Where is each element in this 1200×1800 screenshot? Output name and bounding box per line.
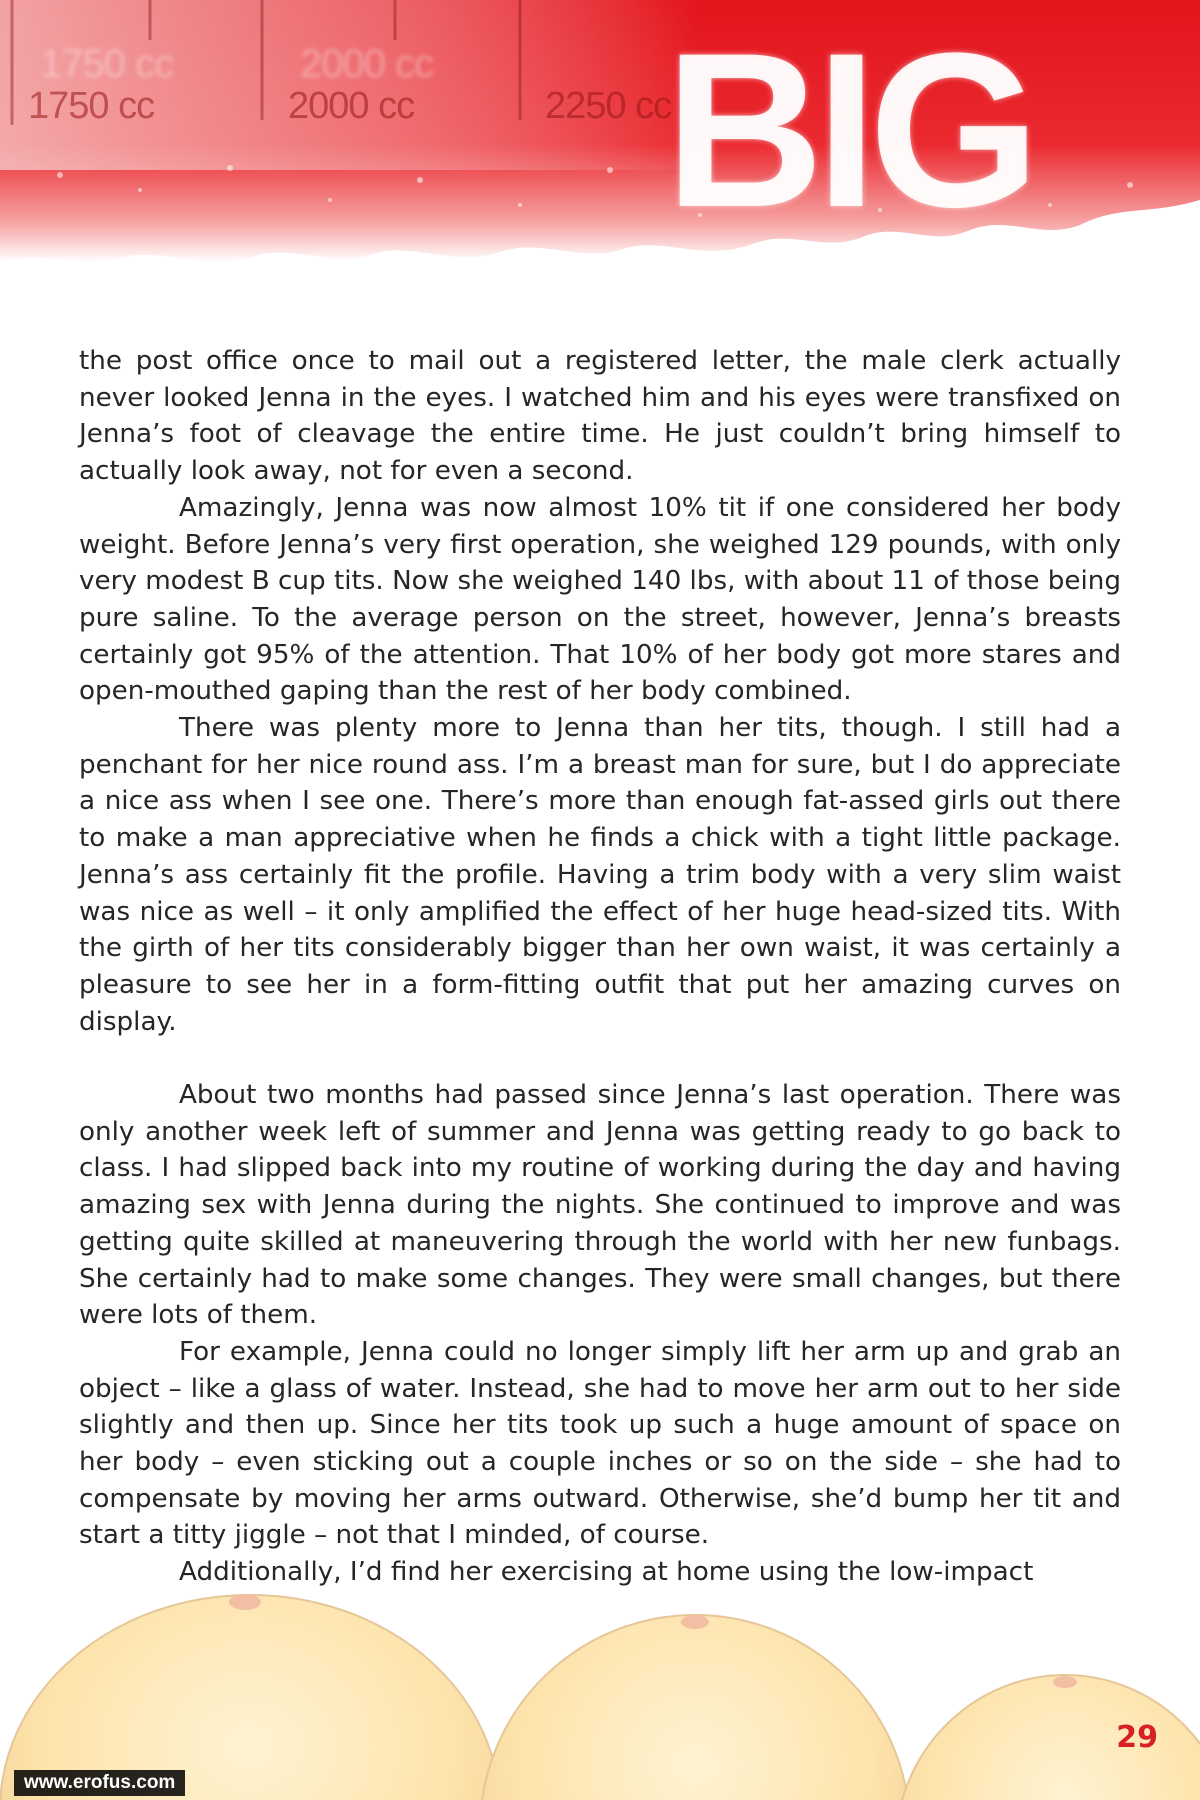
paragraph: There was plenty more to Jenna than her tits, though. I still had a penchant for her nice round ass. I’m a breast man for sure, but I do appreciate a nice ass when I see one. There’s more than enough fat-assed girls out there to make a man appreciative when he finds a chick with a tight little package. Jenna’s ass certainly fit the profile. Having a trim body with a very slim waist was nice as well – it only amplified the effect of her huge head-sized tits. With the girth of her tits considerably bigger than her own waist, it was certainly a pleasure to see her in a form-fitting outfit that put her amazing curves on display.: [79, 713, 1121, 1037]
paragraph: the post office once to mail out a registered letter, the male clerk actually never looked Jenna in the eyes. I watched him and his eyes were transfixed on Jenna’s foot of cleavage the entire time. He just couldn’t bring himself to actually look away, not for even a second.: [79, 346, 1121, 487]
paragraph: Additionally, I’d find her exercising at home using the low-impact: [179, 1557, 1034, 1588]
paragraph: About two months had passed since Jenna’s last operation. There was only another week left of summer and Jenna was getting ready to go back to class. I had slipped back into my routine of working during the day and having amazing sex with Jenna during the nights. She continued to improve and was getting quite skilled at maneuvering through the world with her new funbags. She certainly had to make some changes. They were small changes, but there were lots of them.: [79, 1080, 1121, 1331]
paragraph: For example, Jenna could no longer simply lift her arm up and grab an object – like a glass of water. Instead, she had to move her arm out to her side slightly and then up. Since her tits took up such a huge amount of space on her body – even sticking out a couple inches or so on the side – she had to compensate by moving her arms outward. Otherwise, she’d bump her tit and start a titty jiggle – not that I minded, of course.: [79, 1336, 1121, 1551]
footer-decorative-art: [0, 1580, 1200, 1800]
scale-label-2000: 2000 cc: [288, 85, 415, 127]
scale-label-1750: 1750 cc: [28, 85, 155, 127]
scale-label-ghost: 2000 cc: [300, 42, 434, 86]
big-title-word: BIG: [665, 7, 1033, 253]
scale-label-2250: 2250 cc: [545, 85, 672, 127]
paragraph: Amazingly, Jenna was now almost 10% tit if one considered her body weight. Before Jenna’s very first operation, she weighed 129 pounds, with only very modest B cup tits. Now she weighed 140 lbs, with about 11 of those being pure saline. To the average person on the street, however, Jenna’s breasts certainly got 95% of the attention. That 10% of her body got more stares and open-mouthed gaping than the rest of her body combined.: [79, 492, 1121, 707]
scale-label-ghost: 1750 cc: [40, 42, 174, 86]
header-banner: [0, 0, 1200, 290]
page-number: 29: [1116, 1720, 1158, 1755]
watermark: www.erofus.com: [14, 1770, 185, 1796]
story-body: [79, 343, 1121, 1591]
